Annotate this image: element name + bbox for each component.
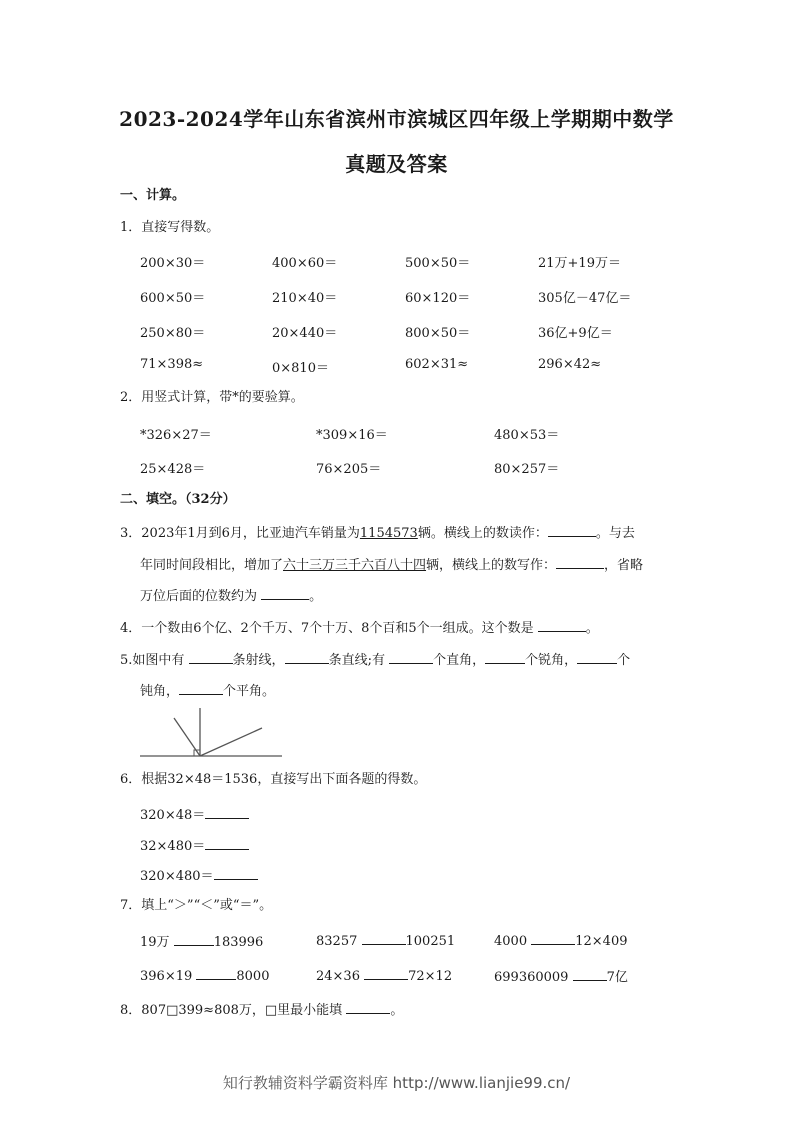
answer-blank[interactable] xyxy=(174,932,214,946)
answer-blank[interactable] xyxy=(573,967,607,981)
question-4: 4．一个数由6个亿、2个千万、7个十万、8个百和5个一组成。这个数是 。 xyxy=(120,618,599,637)
question-5-line-2: 钝角， 个平角。 xyxy=(140,681,275,700)
footer-watermark: 知行教辅资料学霸资料库 http://www.lianjie99.cn/ xyxy=(222,1074,571,1092)
question-1: 1．直接写得数。 xyxy=(120,220,220,235)
q1-item: 305亿－47亿＝ xyxy=(538,291,632,306)
q2-item: 480×53＝ xyxy=(494,428,560,443)
q7-item: 24×36 72×12 xyxy=(316,966,452,984)
q1-item: 20×440＝ xyxy=(272,326,338,341)
sales-number: 1154573 xyxy=(359,526,418,541)
q7-item: 699360009 7亿 xyxy=(494,966,628,985)
answer-blank[interactable] xyxy=(531,931,575,945)
q1-item: 800×50＝ xyxy=(405,326,471,341)
answer-blank[interactable] xyxy=(577,650,617,664)
q6-item: 320×480＝ xyxy=(140,866,258,885)
q1-item: 250×80＝ xyxy=(140,326,206,341)
q1-item: 71×398≈ xyxy=(140,357,204,372)
answer-blank[interactable] xyxy=(346,1000,390,1014)
q2-item: 80×257＝ xyxy=(494,462,560,477)
q1-item: 60×120＝ xyxy=(405,291,471,306)
q7-item: 19万 183996 xyxy=(140,931,263,950)
q1-item: 200×30＝ xyxy=(140,256,206,271)
q1-item: 500×50＝ xyxy=(405,256,471,271)
q6-item: 32×480＝ xyxy=(140,836,249,855)
q2-item: 76×205＝ xyxy=(316,462,382,477)
answer-blank[interactable] xyxy=(214,866,258,880)
question-6: 6．根据32×48＝1536，直接写出下面各题的得数。 xyxy=(120,772,427,787)
angle-figure xyxy=(136,704,286,762)
q1-item: 210×40＝ xyxy=(272,291,338,306)
q1-item: 296×42≈ xyxy=(538,357,602,372)
q2-item: *326×27＝ xyxy=(140,428,212,443)
section-2-heading: 二、填空。（32分） xyxy=(120,492,236,507)
answer-blank[interactable] xyxy=(205,805,249,819)
answer-blank[interactable] xyxy=(538,618,586,632)
q7-item: 396×19 8000 xyxy=(140,966,269,984)
question-8: 8．807□399≈808万，□里最小能填 。 xyxy=(120,1000,403,1019)
q2-item: *309×16＝ xyxy=(316,428,388,443)
q1-item: 400×60＝ xyxy=(272,256,338,271)
answer-blank[interactable] xyxy=(205,836,249,850)
answer-blank[interactable] xyxy=(389,650,433,664)
title-line-1: 2023-2024学年山东省滨州市滨城区四年级上学期期中数学 xyxy=(119,107,674,131)
answer-blank[interactable] xyxy=(556,555,604,569)
q1-item: 21万+19万＝ xyxy=(538,256,621,271)
answer-blank[interactable] xyxy=(548,523,596,537)
answer-blank[interactable] xyxy=(485,650,525,664)
answer-blank[interactable] xyxy=(364,966,408,980)
question-2: 2．用竖式计算，带*的要验算。 xyxy=(120,390,304,405)
answer-blank[interactable] xyxy=(189,650,233,664)
q7-item: 83257 100251 xyxy=(316,931,455,949)
answer-blank[interactable] xyxy=(196,966,236,980)
q1-item: 0×810＝ xyxy=(272,361,329,376)
answer-blank[interactable] xyxy=(179,681,223,695)
q2-item: 25×428＝ xyxy=(140,462,206,477)
question-3-line-2: 年同时间段相比，增加了六十三万三千六百八十四辆，横线上的数写作： ，省略 xyxy=(140,555,643,574)
q6-item: 320×48＝ xyxy=(140,805,249,824)
q1-item: 602×31≈ xyxy=(405,357,469,372)
question-5-line-1: 5.如图中有 条射线， 条直线;有 个直角， 个锐角， 个 xyxy=(120,650,630,669)
q7-item: 4000 12×409 xyxy=(494,931,627,949)
question-7: 7．填上“＞”“＜”或“＝”。 xyxy=(120,898,273,913)
answer-blank[interactable] xyxy=(285,650,329,664)
section-1-heading: 一、计算。 xyxy=(120,188,186,203)
question-3-line-3: 万位后面的位数约为 。 xyxy=(140,586,322,605)
answer-blank[interactable] xyxy=(261,586,309,600)
q1-item: 600×50＝ xyxy=(140,291,206,306)
increase-words: 六十三万三千六百八十四 xyxy=(283,558,427,573)
title-line-2: 真题及答案 xyxy=(345,152,448,176)
q1-item: 36亿+9亿＝ xyxy=(538,326,613,341)
answer-blank[interactable] xyxy=(362,931,406,945)
question-3-line-1: 3．2023年1月到6月，比亚迪汽车销量为1154573辆。横线上的数读作： 。与去 xyxy=(120,523,635,542)
